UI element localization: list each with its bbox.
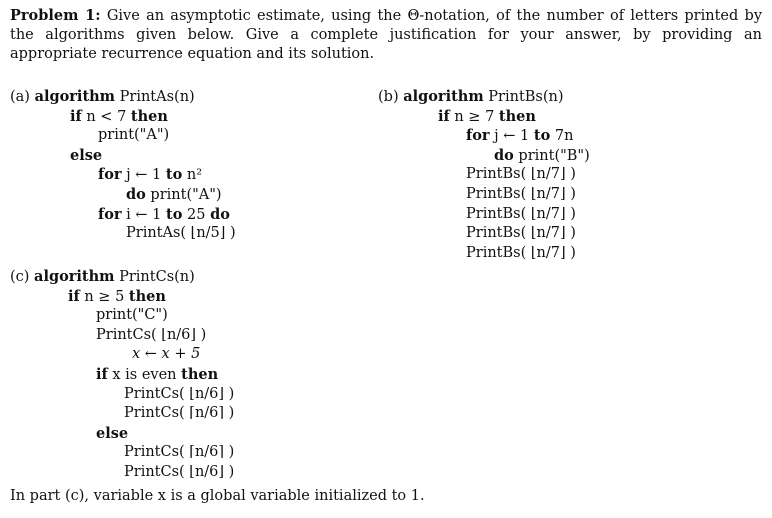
code-text: x is even bbox=[107, 366, 182, 383]
code-text: j ← 1 bbox=[121, 167, 166, 184]
part-label: (a) bbox=[10, 89, 30, 105]
keyword: then bbox=[130, 107, 168, 125]
part-label: (c) bbox=[10, 269, 30, 285]
code-text: PrintCs( ⌈n/6⌉ ) bbox=[124, 405, 235, 422]
footer-note: In part (c), variable x is a global variable initialized to 1. bbox=[10, 488, 425, 504]
keyword: to bbox=[166, 205, 183, 223]
keyword: if bbox=[70, 107, 82, 125]
code-text: PrintBs( ⌊n/7⌋ ) bbox=[466, 185, 576, 202]
problem-description: Give an asymptotic estimate, using the Θ-notation, of the number of letters printed by the algorithms given below. Give a complete justification for your answer, by providing an appropriate recurrence equation and its solution. bbox=[10, 8, 763, 62]
keyword: algorithm bbox=[34, 268, 115, 285]
code-text: n² bbox=[182, 167, 203, 184]
problem-statement bbox=[10, 6, 762, 64]
code-text: PrintCs( ⌊n/6⌋ ) bbox=[96, 326, 207, 343]
code-line bbox=[10, 326, 234, 346]
code-line bbox=[10, 146, 236, 166]
keyword: do bbox=[210, 205, 230, 223]
code-line bbox=[10, 267, 234, 287]
code-text: PrintBs( ⌊n/7⌋ ) bbox=[466, 244, 576, 261]
keyword: then bbox=[498, 107, 536, 125]
code-text: PrintBs( ⌊n/7⌋ ) bbox=[466, 225, 576, 242]
code-text: x ← x + 5 bbox=[132, 346, 201, 363]
code-line bbox=[10, 165, 236, 185]
code-text: PrintBs(n) bbox=[483, 89, 564, 105]
keyword: then bbox=[181, 365, 219, 383]
part-a bbox=[10, 87, 236, 244]
code-line bbox=[10, 306, 234, 326]
part-c bbox=[10, 267, 234, 483]
keyword: to bbox=[533, 127, 551, 145]
code-line bbox=[378, 205, 590, 225]
keyword: do bbox=[494, 146, 514, 164]
code-text: PrintAs( ⌊n/5⌋ ) bbox=[126, 225, 236, 242]
code-line bbox=[378, 87, 590, 107]
code-text: print("C") bbox=[96, 307, 168, 324]
code-text: PrintBs( ⌊n/7⌋ ) bbox=[466, 166, 576, 183]
keyword: if bbox=[96, 365, 108, 383]
code-line bbox=[378, 224, 590, 244]
code-text: PrintAs(n) bbox=[115, 89, 195, 105]
code-text: 25 bbox=[182, 206, 211, 223]
keyword: for bbox=[98, 205, 122, 223]
code-text: print("A") bbox=[98, 127, 170, 144]
keyword: algorithm bbox=[403, 88, 484, 105]
code-line bbox=[10, 385, 234, 405]
keyword: else bbox=[96, 424, 129, 442]
keyword: else bbox=[70, 146, 103, 164]
code-line bbox=[378, 107, 590, 127]
code-text: j ← 1 bbox=[489, 128, 534, 145]
code-line bbox=[10, 205, 236, 225]
code-line bbox=[378, 244, 590, 264]
keyword: to bbox=[165, 166, 183, 184]
code-line bbox=[10, 424, 234, 444]
code-text: n ≥ 7 bbox=[449, 108, 499, 125]
code-line bbox=[10, 345, 234, 365]
part-b bbox=[378, 87, 590, 263]
code-line bbox=[378, 146, 590, 166]
code-text: i ← 1 bbox=[121, 206, 167, 223]
keyword: then bbox=[128, 287, 166, 305]
code-line bbox=[10, 87, 236, 107]
keyword: for bbox=[98, 166, 122, 184]
code-text: PrintBs( ⌊n/7⌋ ) bbox=[466, 205, 576, 222]
code-text: 7n bbox=[550, 128, 574, 145]
code-text: n < 7 bbox=[81, 108, 131, 125]
keyword: for bbox=[466, 127, 490, 145]
code-line bbox=[10, 107, 236, 127]
code-text: PrintCs( ⌊n/6⌋ ) bbox=[124, 385, 235, 402]
code-line bbox=[10, 224, 236, 244]
code-text: PrintCs(n) bbox=[114, 269, 195, 285]
problem-label: Problem 1: bbox=[10, 7, 101, 24]
code-text: PrintCs( ⌊n/6⌋ ) bbox=[124, 463, 235, 480]
keyword: do bbox=[126, 185, 146, 203]
keyword: algorithm bbox=[34, 88, 116, 105]
code-line bbox=[378, 165, 590, 185]
code-text: print("B") bbox=[513, 147, 590, 164]
code-text: print("A") bbox=[145, 186, 222, 203]
keyword: if bbox=[68, 287, 80, 305]
code-line bbox=[10, 287, 234, 307]
code-line bbox=[378, 185, 590, 205]
code-text: PrintCs( ⌈n/6⌉ ) bbox=[124, 444, 235, 461]
code-line bbox=[10, 463, 234, 483]
code-line bbox=[378, 126, 590, 146]
code-line bbox=[10, 404, 234, 424]
part-label: (b) bbox=[378, 89, 399, 105]
code-line bbox=[10, 365, 234, 385]
code-line bbox=[10, 126, 236, 146]
code-text: n ≥ 5 bbox=[79, 288, 129, 305]
code-line bbox=[10, 185, 236, 205]
code-line bbox=[10, 443, 234, 463]
keyword: if bbox=[438, 107, 450, 125]
